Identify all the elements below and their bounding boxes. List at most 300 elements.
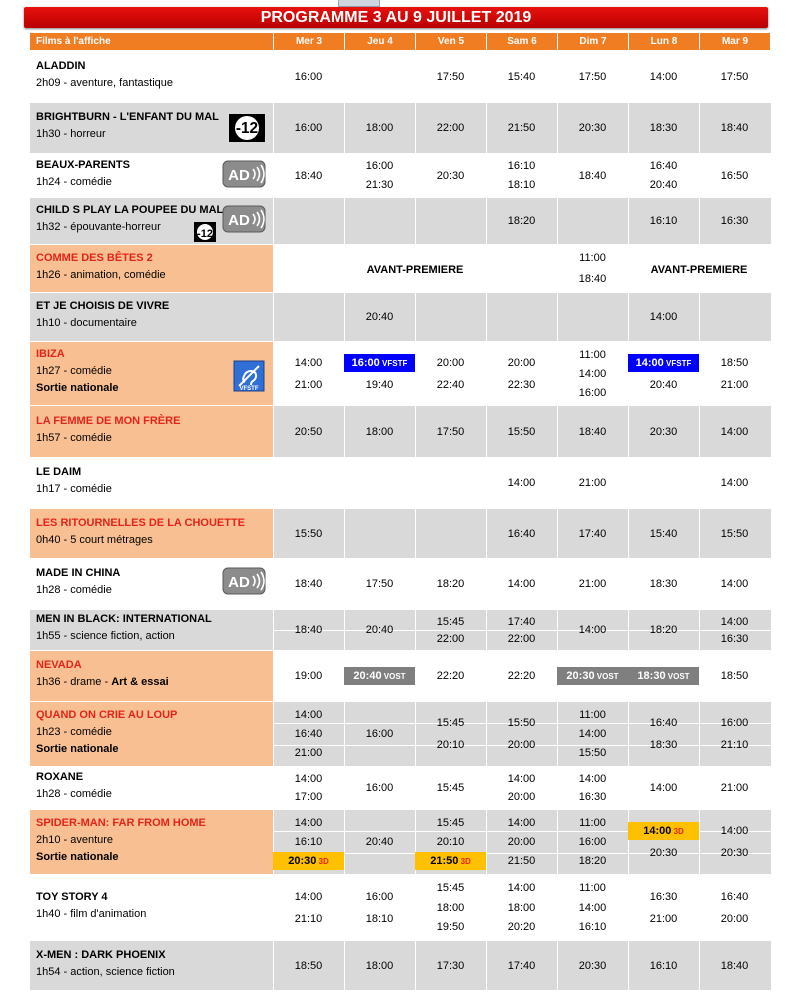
showtime-value: 20:00 [507,791,536,803]
showtime[interactable] [699,888,770,906]
showtime[interactable] [415,630,486,648]
showtime[interactable] [699,779,770,797]
showtime-value: 21:30 [365,179,394,191]
showtime[interactable] [628,844,699,862]
showtime-value: 17:00 [294,791,323,803]
showtime[interactable] [486,667,557,685]
showtime-value: 14:00 [578,773,607,785]
showtime-value: 11:00 [579,817,606,829]
column-divider [415,342,416,405]
showtime[interactable] [486,119,557,137]
showtime[interactable] [273,423,344,441]
film-info [36,788,112,800]
showtime[interactable] [415,879,486,897]
showtime[interactable] [415,833,486,851]
showtime[interactable] [557,474,628,492]
showtime-value: 20:40 [365,311,394,323]
showtime[interactable] [628,822,699,840]
showtime[interactable] [273,744,344,762]
showtime[interactable] [486,714,557,732]
showtime[interactable] [415,899,486,917]
showtime[interactable] [344,176,415,194]
showtime[interactable] [344,575,415,593]
showtime[interactable] [628,575,699,593]
film-duration-genre: 1h28 - comédie [36,788,112,800]
showtime[interactable] [273,575,344,593]
showtime[interactable] [273,706,344,724]
showtime[interactable] [486,879,557,897]
showtime-value: 21:00 [578,477,607,489]
showtime[interactable] [699,212,770,230]
film-title: ET JE CHOISIS DE VIVRE [36,300,170,312]
showtime-value: 20:20 [507,921,536,933]
film-duration-genre: 1h26 - animation, comédie [36,269,166,281]
showtime[interactable] [344,157,415,175]
showtime[interactable] [557,270,628,288]
showtime-value: 20:00 [507,357,536,369]
showtime[interactable] [273,788,344,806]
showtime[interactable] [273,852,344,870]
column-divider [273,458,274,508]
film-info [36,176,112,188]
showtime[interactable] [273,354,344,372]
showtime-value: 14:00 [507,882,536,894]
film-info [36,483,112,495]
showtime[interactable] [699,844,770,862]
showtime-value: 20:10 [436,739,465,751]
showtime-value: 21:50 [507,122,536,134]
film-duration-genre: 1h57 - comédie [36,432,112,444]
showtime[interactable] [344,888,415,906]
showtime[interactable] [415,376,486,394]
showtime-value: 18:00 [365,122,394,134]
showtime-value: 18:20 [507,215,536,227]
showtime-value: 18:30 [649,739,678,751]
showtime-value: 16:00 [294,71,323,83]
film-title: CHILD S PLAY LA POUPEE DU MAL [36,204,224,216]
showtime[interactable] [273,68,344,86]
showtime[interactable] [415,918,486,936]
showtime-value: 15:45 [436,782,465,794]
showtime[interactable] [628,376,699,394]
showtime[interactable] [557,525,628,543]
showtime[interactable] [628,621,699,639]
showtime[interactable] [699,667,770,685]
showtime[interactable] [486,899,557,917]
showtime[interactable] [486,423,557,441]
showtime-value: 11:00 [579,252,606,264]
showtime[interactable] [699,525,770,543]
film-duration-genre: 1h54 - action, science fiction [36,966,175,978]
showtime-value: 15:40 [649,528,678,540]
showtime-value: 18:30 [649,578,678,590]
showtime[interactable] [486,957,557,975]
showtime[interactable] [628,423,699,441]
showtime-value: 16:00 [365,891,394,903]
showtime[interactable] [628,354,699,372]
film-duration-genre: 1h32 - épouvante-horreur [36,221,161,233]
showtime-value: 14:00 [294,709,323,721]
showtime[interactable] [699,354,770,372]
showtime[interactable] [415,423,486,441]
showtime[interactable] [699,613,770,631]
showtime-value: 14:00 [578,624,607,636]
showtime[interactable] [699,736,770,754]
showtime[interactable] [557,899,628,917]
showtime[interactable] [557,725,628,743]
column-divider [273,293,274,341]
showtime-value: 18:40 [294,578,323,590]
showtime[interactable] [415,68,486,86]
showtime[interactable] [344,833,415,851]
showtime-value: 21:10 [294,913,323,925]
showtime[interactable] [557,706,628,724]
showtime-value: 17:30 [436,960,465,972]
showtime[interactable] [557,575,628,593]
showtime[interactable] [486,68,557,86]
showtime[interactable] [486,852,557,870]
showtime[interactable] [415,736,486,754]
showtime[interactable] [486,630,557,648]
showtime-value: 16:40 [507,528,536,540]
showtime-value: 16:30 [649,891,678,903]
avant-premiere-label: AVANT-PREMIERE [650,264,748,276]
showtime-value: 16:00 [578,836,607,848]
showtime-value: 16:10 [649,960,678,972]
showtime[interactable] [273,376,344,394]
showtime[interactable] [344,957,415,975]
showtime-value: 20:30 [578,122,607,134]
film-duration-genre: 1h28 - comédie [36,584,112,596]
showtime[interactable] [628,119,699,137]
showtime[interactable] [273,833,344,851]
film-title: TOY STORY 4 [36,891,108,903]
showtime-value: 18:30 [637,670,666,682]
showtime[interactable] [344,354,415,372]
showtime-value: 14:00 [294,773,323,785]
showtime[interactable] [699,376,770,394]
showtime-value: 14:00 [649,311,678,323]
showtime[interactable] [273,814,344,832]
showtime-value: 16:00 [578,387,607,399]
column-divider [415,509,416,558]
showtime-value: 16:40 [294,728,323,740]
showtime[interactable] [273,119,344,137]
showtime[interactable] [557,249,628,267]
showtime[interactable] [557,770,628,788]
showtime[interactable] [415,575,486,593]
showtime-value: 16:40 [649,717,678,729]
showtime[interactable] [415,667,486,685]
showtime[interactable] [415,167,486,185]
showtime[interactable] [628,910,699,928]
row-divider [30,990,771,991]
showtime-value: 16:00 [720,717,749,729]
version-suffix: VFSTF [663,359,692,368]
showtime-value: 16:40 [649,160,678,172]
film-duration-genre: 1h23 - comédie [36,726,112,738]
showtime-value: 20:00 [436,357,465,369]
showtime-value: 18:00 [436,902,465,914]
showtime-value: 14:00 [578,368,607,380]
showtime[interactable] [486,376,557,394]
showtime-value: 20:40 [353,670,382,682]
showtime[interactable] [486,354,557,372]
column-divider [486,702,487,766]
film-duration-genre: 1h24 - comédie [36,176,112,188]
header-day: Lun 8 [628,33,699,50]
showtime[interactable] [699,714,770,732]
showtime-value: 19:00 [294,670,323,682]
showtime[interactable] [699,167,770,185]
showtime[interactable] [486,525,557,543]
showtime[interactable] [273,725,344,743]
showtime[interactable] [486,833,557,851]
showtime-value: 14:00 [649,782,678,794]
showtime-value: 15:50 [507,426,536,438]
showtime[interactable] [273,957,344,975]
svg-text:-12: -12 [197,228,213,240]
showtime[interactable] [628,714,699,732]
showtime-value: 15:50 [720,528,749,540]
column-divider [344,509,345,558]
showtime[interactable] [628,667,699,685]
showtime[interactable] [486,575,557,593]
showtime[interactable] [699,630,770,648]
showtime[interactable] [557,423,628,441]
showtime[interactable] [699,910,770,928]
showtime[interactable] [415,852,486,870]
column-divider [628,702,629,766]
showtime[interactable] [628,176,699,194]
showtime[interactable] [557,852,628,870]
showtime[interactable] [699,119,770,137]
showtime[interactable] [415,613,486,631]
film-info [36,534,153,546]
showtime-value: 16:10 [294,836,323,848]
showtime-value: 14:00 [507,817,536,829]
svg-text:AD: AD [228,212,250,229]
header-films: Films à l'affiche [30,33,273,50]
column-divider [344,198,345,244]
showtime[interactable] [486,736,557,754]
film-title: BEAUX-PARENTS [36,159,130,171]
showtime[interactable] [557,918,628,936]
showtime[interactable] [557,68,628,86]
column-divider [344,342,345,405]
showtime-value: 14:00 [720,616,749,628]
showtime[interactable] [273,888,344,906]
showtime-value: 18:50 [294,960,323,972]
showtime-value: 17:40 [507,616,536,628]
header-day: Sam 6 [486,33,557,50]
minus12-icon [229,114,265,142]
film-title: COMME DES BÊTES 2 [36,252,153,264]
showtime[interactable] [557,814,628,832]
version-suffix: VFSTF [379,359,408,368]
showtime-value: 22:20 [436,670,465,682]
showtime-value: 15:50 [578,747,607,759]
showtime-value: 22:20 [507,670,536,682]
film-duration-genre: 1h30 - horreur [36,128,106,140]
showtime-value: 16:30 [720,633,749,645]
showtime[interactable] [628,525,699,543]
showtime-value: 20:00 [720,913,749,925]
header-day: Mer 3 [273,33,344,50]
table-row [30,458,771,508]
minus12-icon [194,222,216,242]
showtime-value: 17:40 [507,960,536,972]
showtime[interactable] [699,68,770,86]
showtime[interactable] [486,176,557,194]
showtime[interactable] [415,119,486,137]
showtime[interactable] [415,354,486,372]
showtime[interactable] [628,957,699,975]
showtime[interactable] [486,474,557,492]
showtime[interactable] [557,957,628,975]
showtime[interactable] [557,879,628,897]
showtime[interactable] [557,384,628,402]
header-day: Mar 9 [699,33,770,50]
showtime[interactable] [557,621,628,639]
version-suffix: 3D [458,857,471,866]
showtime[interactable] [344,423,415,441]
film-info [36,128,106,140]
showtime[interactable] [557,788,628,806]
film-info [36,317,137,329]
showtime[interactable] [415,779,486,797]
showtime[interactable] [557,744,628,762]
film-info [36,269,166,281]
showtime[interactable] [557,167,628,185]
showtime[interactable] [628,308,699,326]
showtime[interactable] [628,888,699,906]
showtime[interactable] [273,621,344,639]
showtime[interactable] [344,725,415,743]
showtime[interactable] [557,346,628,364]
release-note: Sortie nationale [36,382,119,394]
showtime-value: 18:10 [365,913,394,925]
showtime[interactable] [344,376,415,394]
svg-text:AD: AD [228,167,250,184]
showtime[interactable] [628,68,699,86]
version-suffix: VOST [594,672,619,681]
version-suffix: VOST [665,672,690,681]
showtime[interactable] [486,157,557,175]
showtime[interactable] [273,770,344,788]
showtime-value: 16:10 [507,160,536,172]
audio-description-icon [222,567,266,595]
film-title: QUAND ON CRIE AU LOUP [36,709,178,721]
column-divider [415,293,416,341]
showtime-value: 14:00 [507,477,536,489]
film-info [36,77,173,89]
film-duration-genre: 2h09 - aventure, fantastique [36,77,173,89]
showtime[interactable] [486,613,557,631]
showtime[interactable] [628,212,699,230]
film-info [36,908,146,920]
showtime[interactable] [344,667,415,685]
showtime[interactable] [557,667,628,685]
showtime[interactable] [557,833,628,851]
showtime-value: 22:00 [507,633,536,645]
showtime[interactable] [486,212,557,230]
film-title: MEN IN BLACK: INTERNATIONAL [36,613,212,625]
showtime-value: 19:40 [365,379,394,391]
showtime[interactable] [699,423,770,441]
film-duration-genre: 1h17 - comédie [36,483,112,495]
film-title: X-MEN : DARK PHOENIX [36,949,166,961]
showtime-value: 18:40 [578,273,607,285]
showtime-value: 22:30 [507,379,536,391]
showtime-value: 16:10 [578,921,607,933]
showtime-value: 20:10 [436,836,465,848]
release-note: Sortie nationale [36,851,119,863]
showtime-value: 18:00 [365,426,394,438]
showtime[interactable] [344,910,415,928]
showtime[interactable] [699,474,770,492]
showtime-value: 16:50 [720,170,749,182]
showtime-value: 20:30 [649,426,678,438]
showtime-value: 14:00 [294,357,323,369]
showtime[interactable] [273,910,344,928]
showtime[interactable] [557,365,628,383]
showtime[interactable] [344,119,415,137]
showtime-value: 16:00 [351,357,380,369]
film-title: LA FEMME DE MON FRÈRE [36,415,181,427]
showtime[interactable] [557,119,628,137]
showtime-value: 21:50 [507,855,536,867]
showtime[interactable] [344,621,415,639]
showtime-value: 16:00 [294,122,323,134]
showtime[interactable] [415,957,486,975]
showtime[interactable] [699,822,770,840]
showtime-value: 18:20 [436,578,465,590]
svg-text:-12: -12 [235,120,259,137]
showtime[interactable] [486,814,557,832]
showtime[interactable] [273,167,344,185]
column-divider [344,458,345,508]
column-divider [415,702,416,766]
showtime-value: 14:00 [649,71,678,83]
showtime-value: 21:00 [720,379,749,391]
showtime[interactable] [486,770,557,788]
showtime[interactable] [628,157,699,175]
showtime[interactable] [699,575,770,593]
showtime-value: 21:00 [294,747,323,759]
showtime-value: 11:00 [579,709,606,721]
showtime[interactable] [415,714,486,732]
showtime-value: 14:00 [635,357,664,369]
showtime[interactable] [628,779,699,797]
showtime[interactable] [415,814,486,832]
showtime-value: 15:50 [294,528,323,540]
showtime[interactable] [273,667,344,685]
film-title: BRIGHTBURN - L'ENFANT DU MAL [36,111,219,123]
showtime[interactable] [344,308,415,326]
showtime[interactable] [628,736,699,754]
column-divider [273,198,274,244]
showtime-value: 14:00 [507,773,536,785]
showtime[interactable] [699,957,770,975]
showtime-value: 17:50 [720,71,749,83]
showtime-value: 22:40 [436,379,465,391]
showtime[interactable] [486,918,557,936]
showtime[interactable] [273,525,344,543]
showtime[interactable] [344,779,415,797]
showtime-value: 20:40 [649,379,678,391]
showtime[interactable] [486,788,557,806]
